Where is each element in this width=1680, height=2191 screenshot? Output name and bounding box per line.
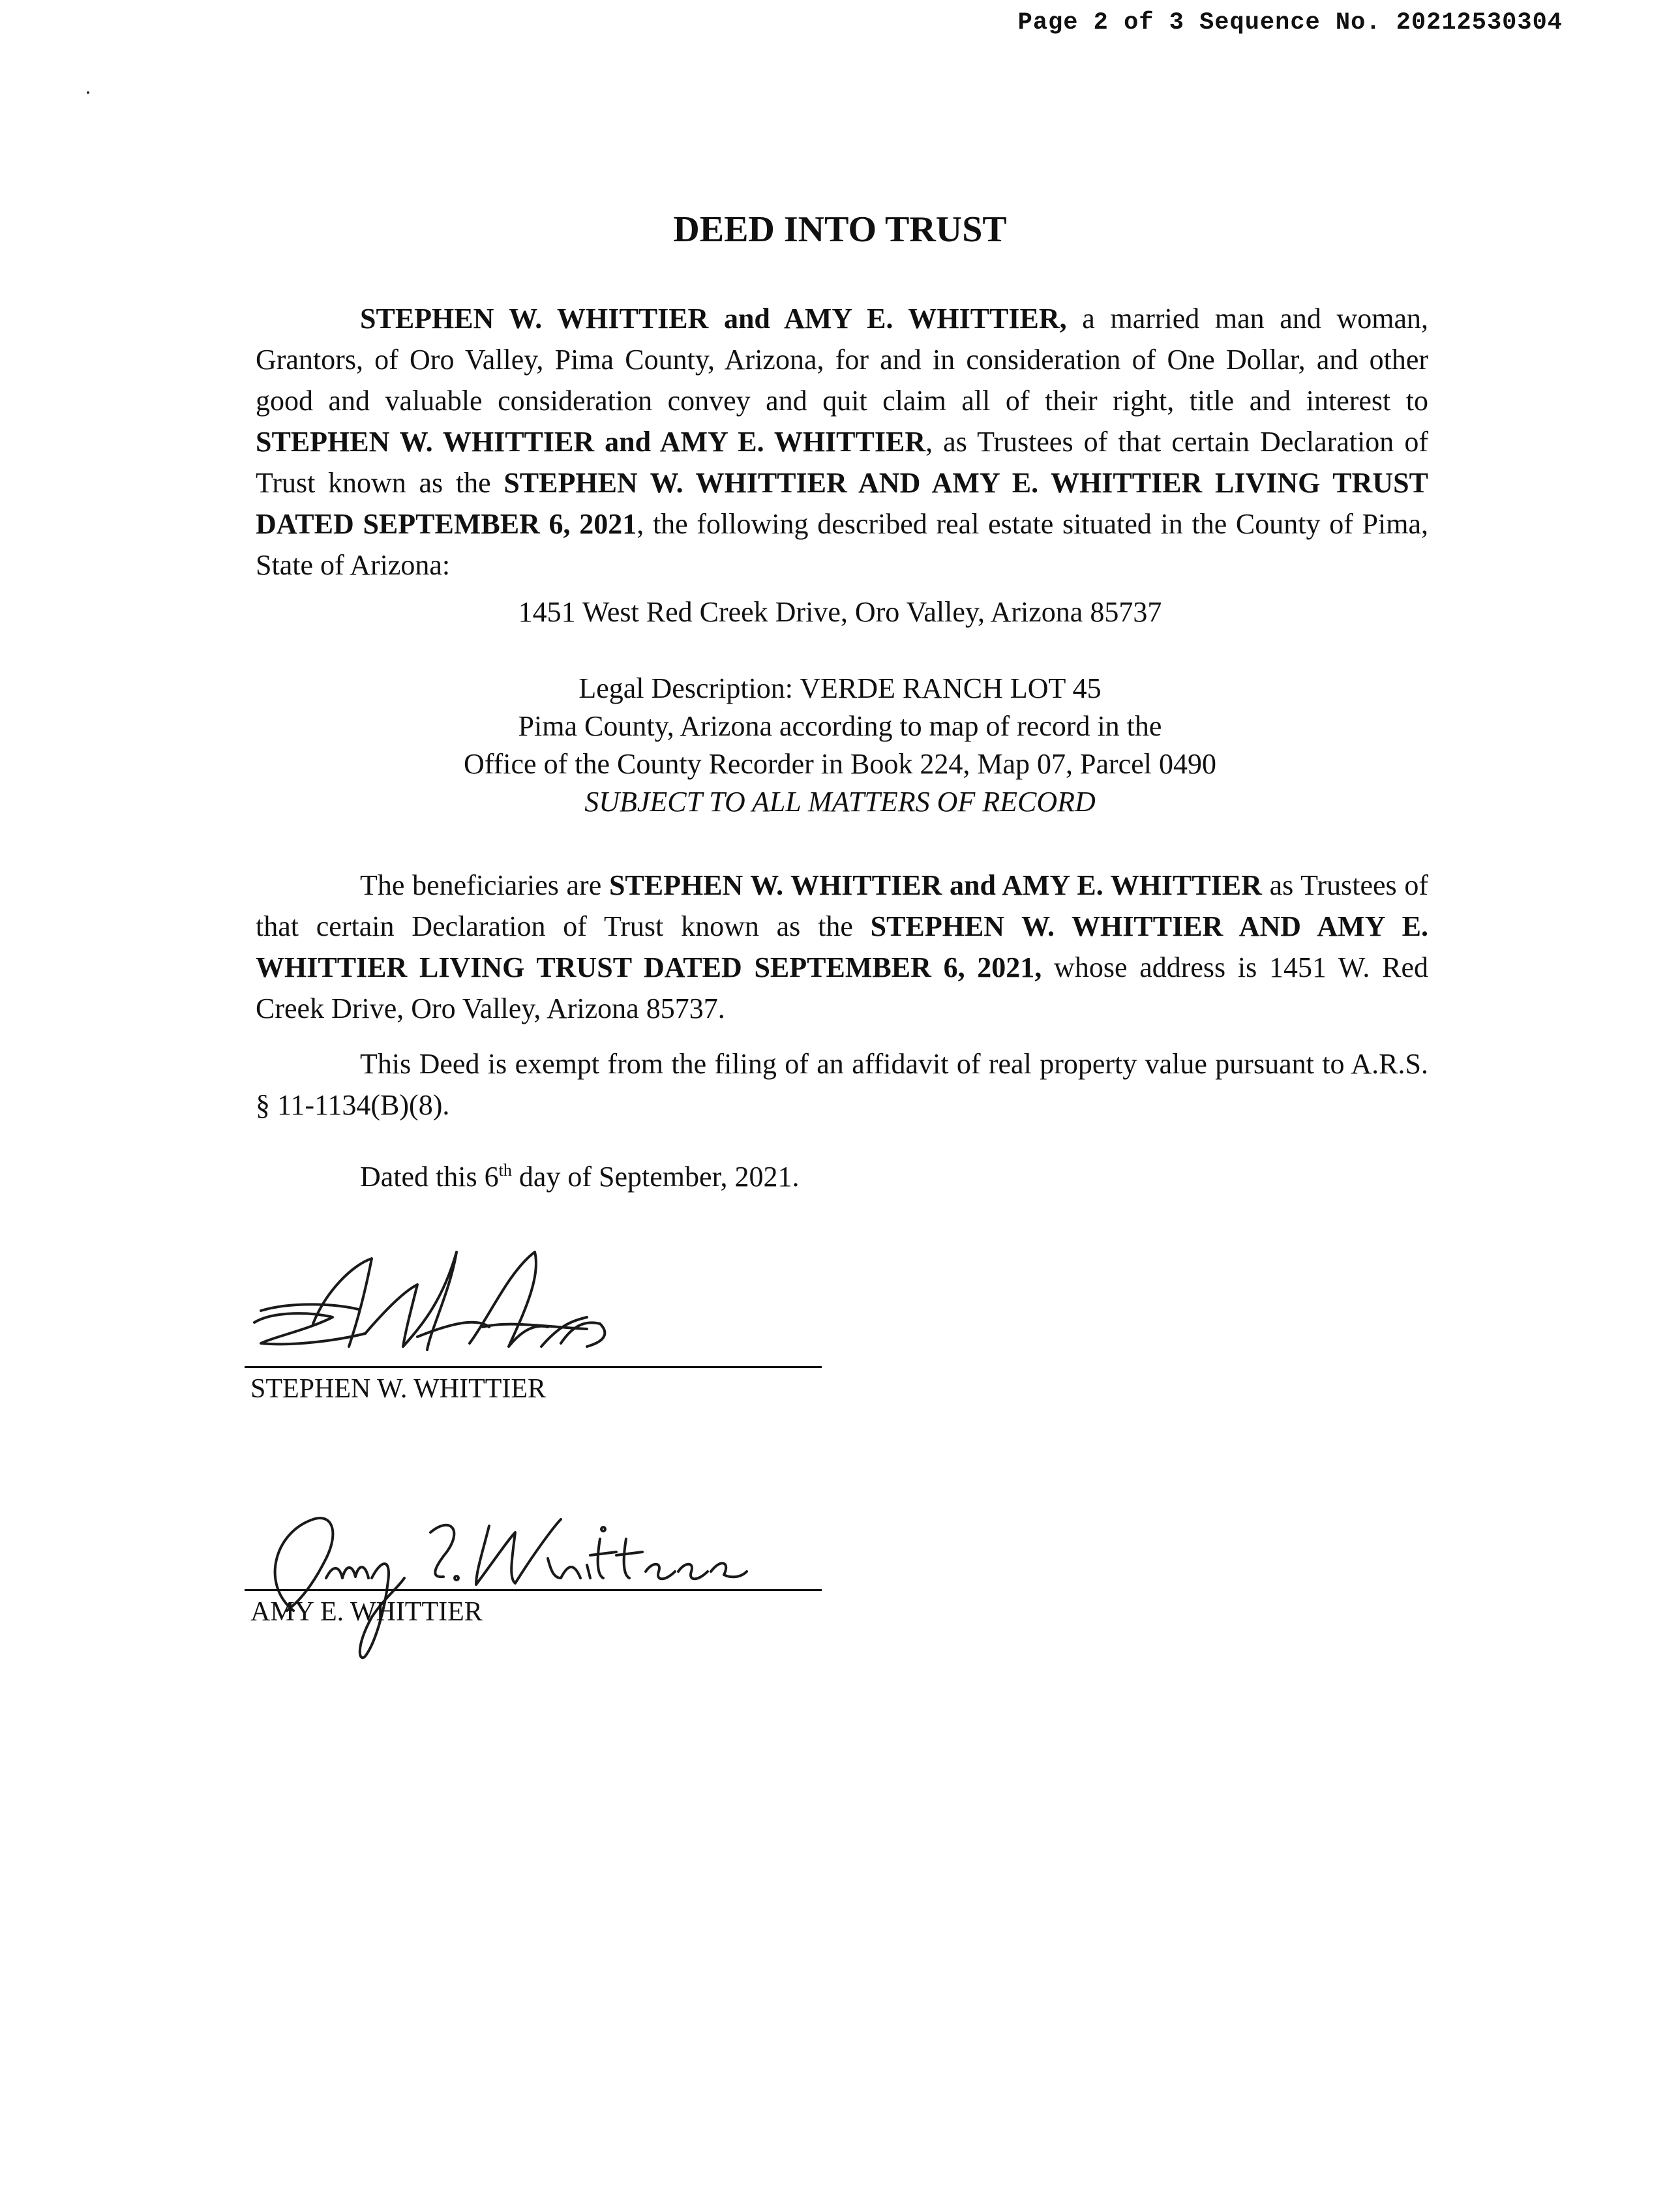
beneficiaries-names: STEPHEN W. WHITTIER and AMY E. WHITTIER: [608, 869, 1262, 901]
legal-description-line-2: Pima County, Arizona according to map of record in the: [518, 710, 1162, 742]
beneficiaries-text-1: The beneficiaries are: [360, 869, 609, 901]
page-sequence-header: Page 2 of 3 Sequence No. 20212530304: [1017, 9, 1563, 37]
legal-description-line-4: SUBJECT TO ALL MATTERS OF RECORD: [584, 786, 1096, 818]
amy-signature: [235, 1480, 822, 1676]
scan-speck: [87, 91, 89, 94]
beneficiaries-trust-name: STEPHEN W. WHITTIER AND AMY E. WHITTIER LIVING TRUST DATED SEPTEMBER 6, 2021,: [256, 910, 1428, 983]
grant-paragraph: [256, 298, 1428, 586]
beneficiaries-text-3: whose address is 1451 W. Red Creek Drive, Oro Valley, Arizona 85737.: [256, 951, 1428, 1024]
legal-description-line-3: Office of the County Recorder in Book 224, Map 07, Parcel 0490: [464, 748, 1216, 780]
stephen-signature: [235, 1213, 613, 1382]
grantors-names: STEPHEN W. WHITTIER and AMY E. WHITTIER,: [360, 303, 1067, 335]
dated-line: [256, 1156, 1428, 1197]
grant-text-2: , as Trustees of that certain Declaration of Trust known as the: [256, 426, 1428, 499]
document-title: DEED INTO TRUST: [673, 209, 1007, 250]
stephen-signature-line: [245, 1366, 822, 1368]
grant-text-3: , the following described real estate situated in the County of Pima, State of Arizona:: [256, 508, 1428, 581]
exemption-text: This Deed is exempt from the filing of an affidavit of real property value pursuant to A.R.S. § 11-1134(B)(8).: [256, 1048, 1428, 1121]
exemption-paragraph: [256, 1043, 1428, 1125]
dated-rest: day of September, 2021.: [511, 1161, 800, 1193]
dated-ordinal: th: [498, 1161, 512, 1180]
beneficiaries-text-2: as Trustees of that certain Declaration of Trust known as the: [256, 869, 1429, 942]
stephen-signature-name: STEPHEN W. WHITTIER: [250, 1374, 547, 1404]
trust-name: STEPHEN W. WHITTIER AND AMY E. WHITTIER LIVING TRUST DATED SEPTEMBER 6, 2021: [256, 467, 1428, 540]
dated-prefix: Dated this 6: [360, 1161, 499, 1193]
beneficiaries-paragraph: [256, 865, 1428, 1029]
trustees-names: STEPHEN W. WHITTIER and AMY E. WHITTIER: [256, 426, 926, 458]
amy-signature-line: [245, 1589, 822, 1591]
property-address: 1451 West Red Creek Drive, Oro Valley, Arizona 85737: [518, 596, 1162, 628]
amy-signature-name: AMY E. WHITTIER: [250, 1597, 483, 1627]
grant-text-1: a married man and woman, Grantors, of Oro Valley, Pima County, Arizona, for and in consideration of One Dollar, and other good and valuable consideration convey and quit claim all of their right, title and interest to: [256, 303, 1429, 417]
legal-description-line-1: Legal Description: VERDE RANCH LOT 45: [578, 672, 1102, 704]
